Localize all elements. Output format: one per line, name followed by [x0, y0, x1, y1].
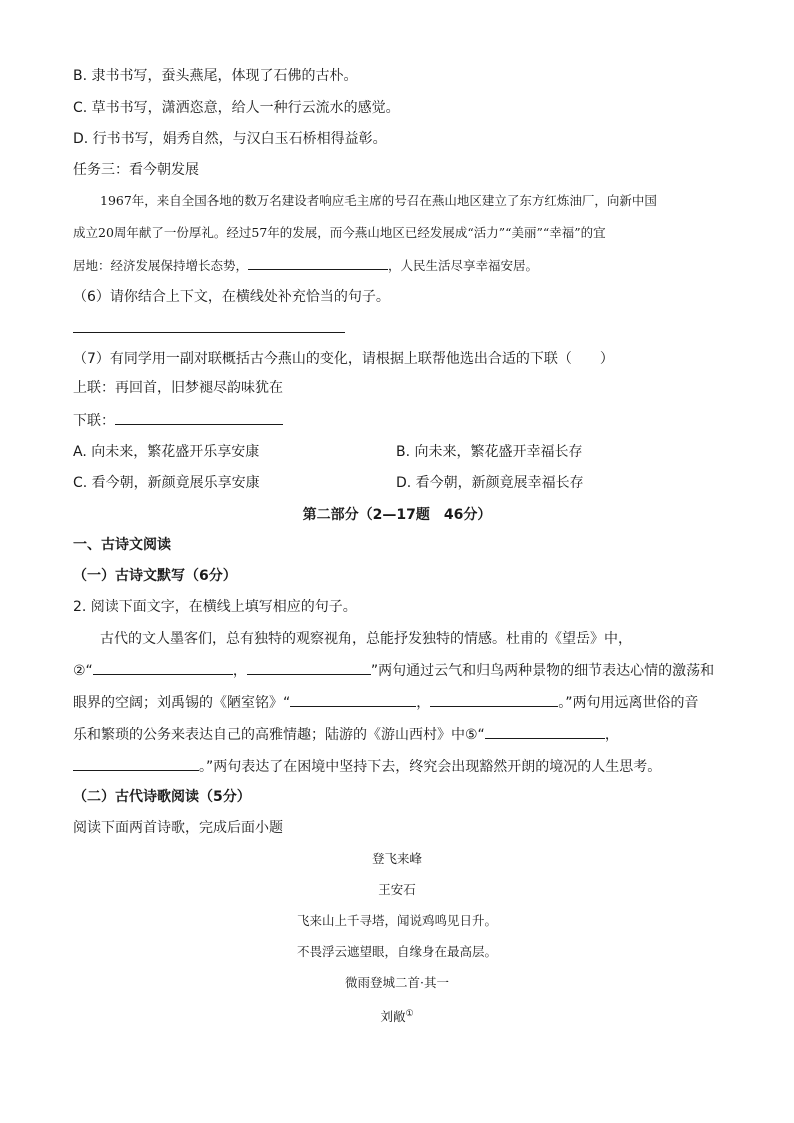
question-7: （7）有同学用一副对联概括古今燕山的变化，请根据上联帮他选出合适的下联（ ） [73, 351, 614, 367]
poem-two-title: 微雨登城二首·其一 [345, 975, 449, 990]
paragraph-line-2: 成立20周年献了一份厚礼。经过57年的发展，而今燕山地区已经发展成“活力”“美丽”“幸福”的宜 [73, 225, 606, 240]
paragraph-line-3-start: 居地：经济发展保持增长态势， [73, 258, 249, 273]
choice-a: A. 向未来，繁花盛开乐享安康 [73, 444, 260, 460]
question-2: 2. 阅读下面文字，在横线上填写相应的句子。 [73, 599, 357, 615]
poem-one-line-2: 不畏浮云遮望眼，自缘身在最高层。 [296, 944, 497, 959]
subsection-two-heading: （二）古代诗歌阅读（5分） [73, 789, 251, 805]
lower-couplet-label: 下联： [73, 413, 115, 429]
poem-one-title: 登飞来峰 [371, 851, 422, 866]
answer-blank[interactable] [247, 660, 371, 675]
part-two-heading: 第二部分（2—17题 46分） [302, 507, 492, 523]
subsection-one-heading: （一）古诗文默写（6分） [73, 568, 237, 584]
answer-blank[interactable] [430, 692, 558, 707]
poem-one-line-1: 飞来山上千寻塔，闻说鸡鸣见日升。 [296, 913, 497, 928]
choice-c: C. 看今朝，新颜竟展乐享安康 [73, 475, 260, 491]
paragraph-line-3-end: ，人民生活尽享幸福安居。 [388, 258, 539, 273]
q2-paragraph-line-1: 古代的文人墨客们，总有独特的观察视角，总能抒发独特的情感。杜甫的《望岳》中， [100, 631, 632, 647]
footnote-marker: ① [405, 1009, 414, 1019]
poem-one-author: 王安石 [378, 882, 416, 897]
q2-paragraph-line-4: 乐和繁琐的公务来表达自己的高雅情趣；陆游的《游山西村》中⑤“ ， [73, 724, 619, 745]
lower-couplet [73, 410, 283, 431]
choice-d: D. 看今朝，新颜竟展幸福长存 [396, 475, 584, 491]
answer-blank[interactable] [248, 255, 388, 270]
answer-line-q6[interactable] [73, 332, 345, 333]
q2-paragraph-line-3: 眼界的空阔；刘禹锡的《陋室铭》“ ， 。”两句用远离世俗的音 [73, 692, 699, 713]
q2-paragraph-line-5: 。”两句表达了在困境中坚持下去，终究会出现豁然开朗的境况的人生思考。 [73, 756, 661, 777]
answer-blank[interactable] [485, 724, 605, 739]
paragraph-line-3 [73, 255, 538, 276]
task-three-heading: 任务三：看今朝发展 [73, 162, 199, 178]
choice-b: B. 向未来，繁花盛开幸福长存 [396, 444, 583, 460]
q2-paragraph-line-2: ②“ ， ”两句通过云气和归鸟两种景物的细节表达心情的激荡和 [73, 660, 714, 681]
lower-couplet-blank[interactable] [115, 410, 283, 425]
question-6: （6）请你结合上下文，在横线处补充恰当的句子。 [73, 289, 390, 305]
section-one-heading: 一、古诗文阅读 [73, 537, 171, 553]
answer-blank[interactable] [73, 756, 199, 771]
paragraph-line-1: 1967年，来自全国各地的数万名建设者响应毛主席的号召在燕山地区建立了东方红炼油厂，向新中国 [100, 193, 657, 208]
answer-blank[interactable] [290, 692, 416, 707]
poem-two-author: 刘敞① [380, 1009, 414, 1025]
answer-blank[interactable] [93, 660, 233, 675]
option-b: B. 隶书书写，蚕头燕尾，体现了石佛的古朴。 [73, 68, 358, 84]
option-d: D. 行书书写，娟秀自然，与汉白玉石桥相得益彰。 [73, 131, 387, 147]
reading-instruction: 阅读下面两首诗歌，完成后面小题 [73, 820, 283, 836]
upper-couplet: 上联：再回首，旧梦褪尽韵味犹在 [73, 380, 283, 396]
option-c: C. 草书书写，潇洒恣意，给人一种行云流水的感觉。 [73, 100, 400, 116]
